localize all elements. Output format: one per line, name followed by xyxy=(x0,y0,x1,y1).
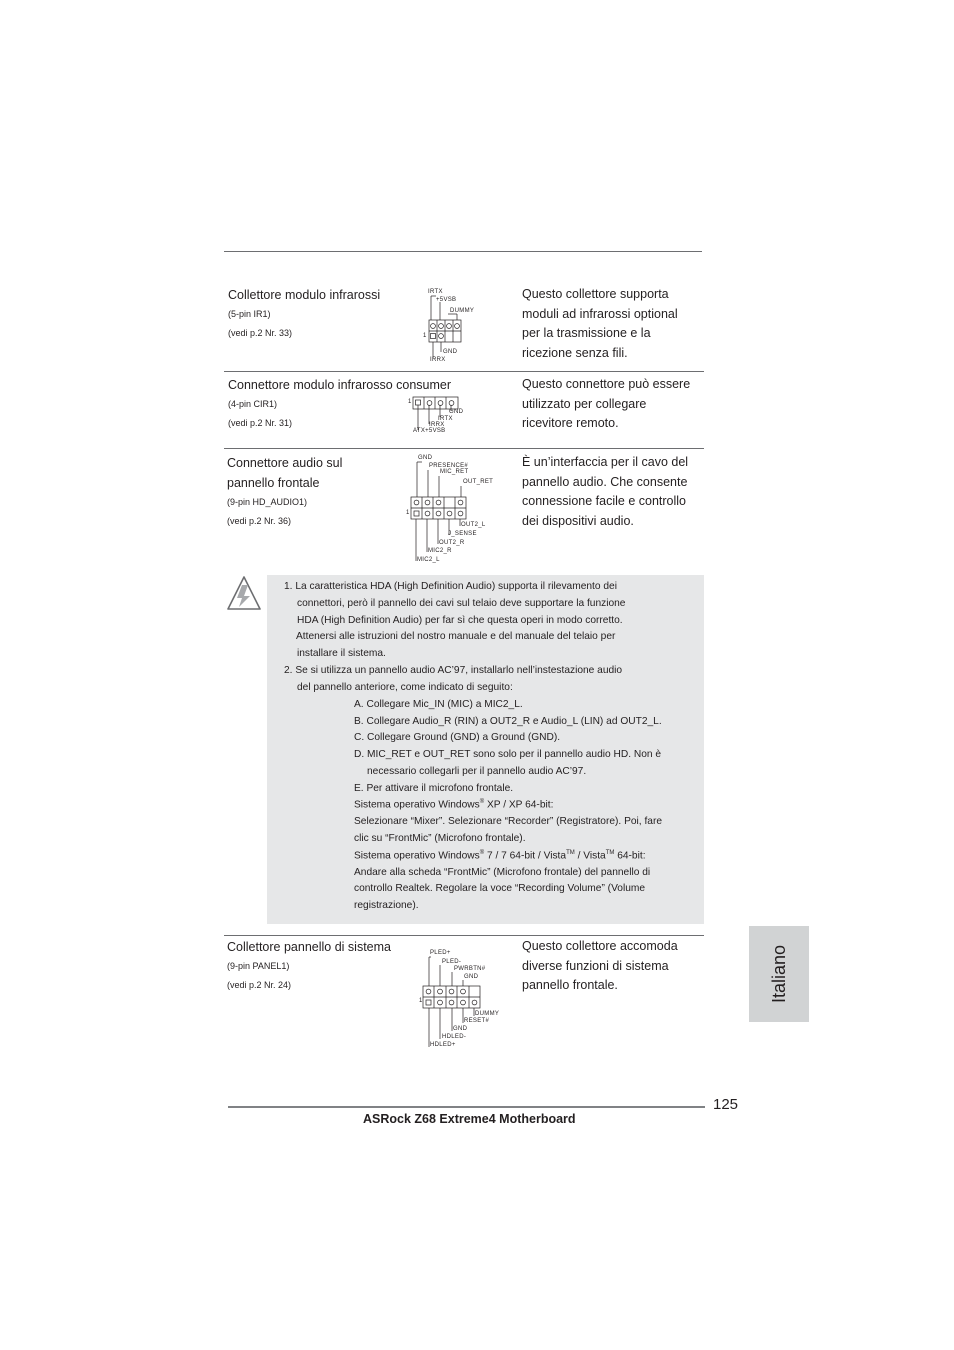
pin-label: HDLED+ xyxy=(430,1042,456,1048)
pin-label: MIC2_L xyxy=(417,557,440,563)
section-ir-ref: (vedi p.2 Nr. 33) xyxy=(228,328,293,338)
pin-label: GND xyxy=(453,1026,468,1032)
note-line: connettori, però il pannello dei cavi sul telaio deve supportare la funzione xyxy=(297,598,626,609)
pin-label: HDLED- xyxy=(442,1034,467,1040)
note-line: Selezionare “Mixer”. Selezionare “Recorder” (Registratore). Poi, fare xyxy=(354,816,663,827)
warning-icon xyxy=(226,574,262,614)
section-panel-ref: (vedi p.2 Nr. 24) xyxy=(227,980,292,990)
note-line: 1. La caratteristica HDA (High Definition Audio) supporta il rilevamento dei xyxy=(284,581,617,592)
footer-product: ASRock Z68 Extreme4 Motherboard xyxy=(363,1112,576,1126)
note-line: A. Collegare Mic_IN (MIC) a MIC2_L. xyxy=(354,699,523,710)
pin-label: MIC_RET xyxy=(440,469,469,475)
note-line: del pannello anteriore, come indicato di seguito: xyxy=(297,682,513,693)
section-audio-title-line1: Connettore audio sul xyxy=(227,456,343,470)
pin-label: GND xyxy=(443,349,458,355)
pin-label: OUT2_R xyxy=(439,540,465,546)
pin-label: +5VSB xyxy=(436,297,457,303)
pin-label: GND xyxy=(464,974,479,980)
cir-connector-diagram xyxy=(400,392,500,442)
panel-connector-diagram xyxy=(414,946,504,1052)
audio-connector-diagram xyxy=(400,452,510,570)
page-number: 125 xyxy=(713,1096,739,1113)
section-audio-pin-count: (9-pin HD_AUDIO1) xyxy=(227,497,308,507)
section-panel-description: Questo collettore accomoda diverse funzioni di sistema pannello frontale. xyxy=(522,939,678,992)
section-cir-pin-count: (4-pin CIR1) xyxy=(228,399,278,409)
pin-label: RESET# xyxy=(464,1018,490,1024)
pin-label: MIC2_R xyxy=(428,548,452,554)
language-tab xyxy=(749,926,809,1022)
pin-label: IRRX xyxy=(430,357,446,363)
cir-connector-pins-icon xyxy=(400,392,500,442)
note-line: Andare alla scheda “FrontMic” (Microfono frontale) del pannello di xyxy=(354,867,651,878)
note-line: registrazione). xyxy=(354,900,419,911)
note-line: D. MIC_RET e OUT_RET sono solo per il pannello audio HD. Non è xyxy=(354,749,662,760)
pin-label: OUT_RET xyxy=(463,479,494,485)
audio-connector-pins-icon xyxy=(400,452,510,570)
top-rule xyxy=(224,251,702,252)
section-divider xyxy=(224,371,704,372)
ir-connector-pins-icon xyxy=(400,286,500,366)
section-audio-description: È un’interfaccia per il cavo del pannello audio. Che consente connessione facile e controllo dei dispositivi audio. xyxy=(522,455,689,528)
pin-label: IRRX xyxy=(429,422,445,428)
note-os-7-vista: Sistema operativo Windows® 7 / 7 64-bit / Vista™ / Vista™ 64-bit: xyxy=(354,850,646,862)
pin-label: 1 xyxy=(423,333,427,339)
section-audio-title-line2: pannello frontale xyxy=(227,476,320,490)
note-line: installare il sistema. xyxy=(297,648,386,659)
pin-label: PWRBTN# xyxy=(454,966,486,972)
panel-connector-pins-icon xyxy=(414,946,504,1052)
pin-label: IRTX xyxy=(438,416,453,422)
note-line: clic su “FrontMic” (Microfono frontale). xyxy=(354,833,526,844)
section-cir-ref: (vedi p.2 Nr. 31) xyxy=(228,418,293,428)
section-cir-description: Questo connettore può essere utilizzato per collegare ricevitore remoto. xyxy=(522,377,691,430)
note-line: HDA (High Definition Audio) per far sì che questa operi in modo corretto. xyxy=(297,615,623,626)
pin-label: DUMMY xyxy=(475,1011,500,1017)
note-line: necessario collegarli per il pannello audio AC’97. xyxy=(367,766,587,777)
section-audio-ref: (vedi p.2 Nr. 36) xyxy=(227,516,292,526)
section-cir-title: Connettore modulo infrarosso consumer xyxy=(228,378,452,392)
note-line: C. Collegare Ground (GND) a Ground (GND). xyxy=(354,732,561,743)
note-line: controllo Realtek. Regolare la voce “Recording Volume” (Volume xyxy=(354,883,646,894)
pin-label: IRTX xyxy=(428,289,443,295)
note-line: Attenersi alle istruzioni del nostro manuale e del manuale del telaio per xyxy=(296,631,616,642)
pin-label: OUT2_L xyxy=(461,522,486,528)
pin-label: GND xyxy=(449,409,464,415)
note-box xyxy=(267,575,704,924)
section-divider xyxy=(224,935,704,936)
ir-connector-diagram xyxy=(400,286,500,366)
pin-label: 1 xyxy=(419,998,423,1004)
section-panel-pin-count: (9-pin PANEL1) xyxy=(227,961,290,971)
language-tab-label: Italiano xyxy=(769,944,789,1004)
pin-label: ATX+5VSB xyxy=(413,428,446,434)
footer-rule xyxy=(228,1106,705,1108)
section-panel-title: Collettore pannello di sistema xyxy=(227,940,391,954)
section-divider xyxy=(224,448,704,449)
pin-label: 1 xyxy=(408,399,412,405)
pin-label: PRESENCE# xyxy=(429,463,469,469)
section-ir-pin-count: (5-pin IR1) xyxy=(228,309,271,319)
pin-label: PLED- xyxy=(442,959,462,965)
note-line: 2. Se si utilizza un pannello audio AC’97, installarlo nell’instestazione audio xyxy=(284,665,623,676)
section-ir-title: Collettore modulo infrarossi xyxy=(228,288,381,302)
section-ir-description: Questo collettore supporta moduli ad infrarossi optional per la trasmissione e la ricezione senza fili. xyxy=(522,287,678,360)
pin-label: PLED+ xyxy=(430,950,451,956)
pin-label: 1 xyxy=(406,510,410,516)
pin-label: GND xyxy=(418,455,433,461)
pin-label: DUMMY xyxy=(450,308,475,314)
note-os-xp: Sistema operativo Windows® XP / XP 64-bit: xyxy=(354,799,554,811)
note-line: E. Per attivare il microfono frontale. xyxy=(354,783,514,794)
pin-label: J_SENSE xyxy=(448,531,477,537)
note-line: B. Collegare Audio_R (RIN) a OUT2_R e Audio_L (LIN) ad OUT2_L. xyxy=(354,716,662,727)
